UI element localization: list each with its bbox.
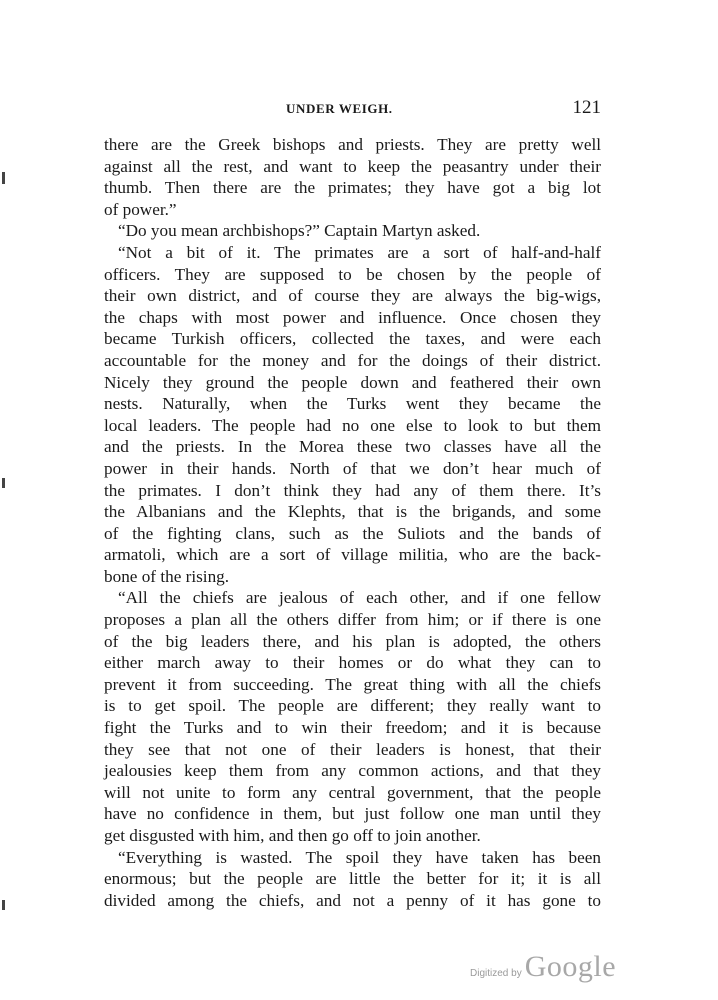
text-line: have no confidence in them, but just follow one man until they bbox=[104, 804, 601, 824]
running-head: UNDER WEIGH. bbox=[286, 101, 393, 116]
text-line: their own district, and of course they are always the big-wigs, bbox=[104, 286, 601, 306]
text-line: power in their hands. North of that we don’t hear much of bbox=[104, 458, 601, 478]
text-line: of the big leaders there, and his plan is adopted, the others bbox=[104, 631, 601, 651]
margin-mark bbox=[2, 478, 5, 488]
digitized-label: Digitized by bbox=[470, 968, 522, 979]
text-line: the Albanians and the Klephts, that is the brigands, and some bbox=[104, 502, 601, 522]
text-line: “Do you mean archbishops?” Captain Martyn asked. bbox=[118, 221, 481, 241]
text-line: either march away to their homes or do what they can to bbox=[104, 653, 601, 673]
text-line: accountable for the money and for the doings of their district. bbox=[104, 350, 601, 370]
page-number: 121 bbox=[572, 97, 601, 118]
text-line: will not unite to form any central government, that the people bbox=[104, 782, 601, 802]
text-line: Nicely they ground the people down and feathered their own bbox=[104, 372, 601, 392]
text-line: they see that not one of their leaders is honest, that their bbox=[104, 739, 601, 759]
text-line: became Turkish officers, collected the taxes, and were each bbox=[104, 329, 601, 349]
text-line: of power.” bbox=[104, 199, 177, 219]
text-line: nests. Naturally, when the Turks went they became the bbox=[104, 394, 601, 414]
text-line: proposes a plan all the others differ from him; or if there is one bbox=[104, 610, 601, 630]
text-line: bone of the rising. bbox=[104, 566, 230, 586]
text-line: armatoli, which are a sort of village militia, who are the back- bbox=[104, 545, 601, 565]
text-line: is to get spoil. The people are different; they really want to bbox=[104, 696, 601, 716]
text-line: enormous; but the people are little the better for it; it is all bbox=[104, 869, 601, 889]
text-line: “Everything is wasted. The spoil they have taken has been bbox=[118, 847, 601, 867]
text-line: against all the rest, and want to keep the peasantry under their bbox=[104, 156, 601, 176]
text-line: the chaps with most power and influence. Once chosen they bbox=[104, 307, 601, 327]
body-text bbox=[104, 134, 601, 911]
text-line: fight the Turks and to win their freedom; and it is because bbox=[104, 718, 601, 738]
text-line: “Not a bit of it. The primates are a sort of half-and-half bbox=[118, 242, 601, 262]
text-line: divided among the chiefs, and not a penny of it has gone to bbox=[104, 890, 601, 910]
text-line: prevent it from succeeding. The great thing with all the chiefs bbox=[104, 674, 601, 694]
google-logo: Google bbox=[524, 950, 617, 983]
text-line: jealousies keep them from any common actions, and that they bbox=[104, 761, 601, 781]
text-line: there are the Greek bishops and priests. They are pretty well bbox=[104, 135, 601, 154]
text-line: and the priests. In the Morea these two classes have all the bbox=[104, 437, 601, 457]
text-line: local leaders. The people had no one else to look to but them bbox=[104, 415, 601, 435]
text-line: thumb. Then there are the primates; they have got a big lot bbox=[104, 178, 601, 198]
margin-mark bbox=[2, 172, 5, 184]
digitized-credit bbox=[470, 950, 616, 990]
text-line: the primates. I don’t think they had any of them there. It’s bbox=[104, 480, 601, 500]
text-line: of the fighting clans, such as the Suliots and the bands of bbox=[104, 523, 601, 543]
margin-mark bbox=[2, 900, 5, 910]
text-line: get disgusted with him, and then go off to join another. bbox=[104, 826, 481, 845]
text-line: “All the chiefs are jealous of each other, and if one fellow bbox=[118, 588, 601, 608]
text-line: officers. They are supposed to be chosen by the people of bbox=[104, 264, 601, 284]
page-header bbox=[104, 97, 601, 121]
